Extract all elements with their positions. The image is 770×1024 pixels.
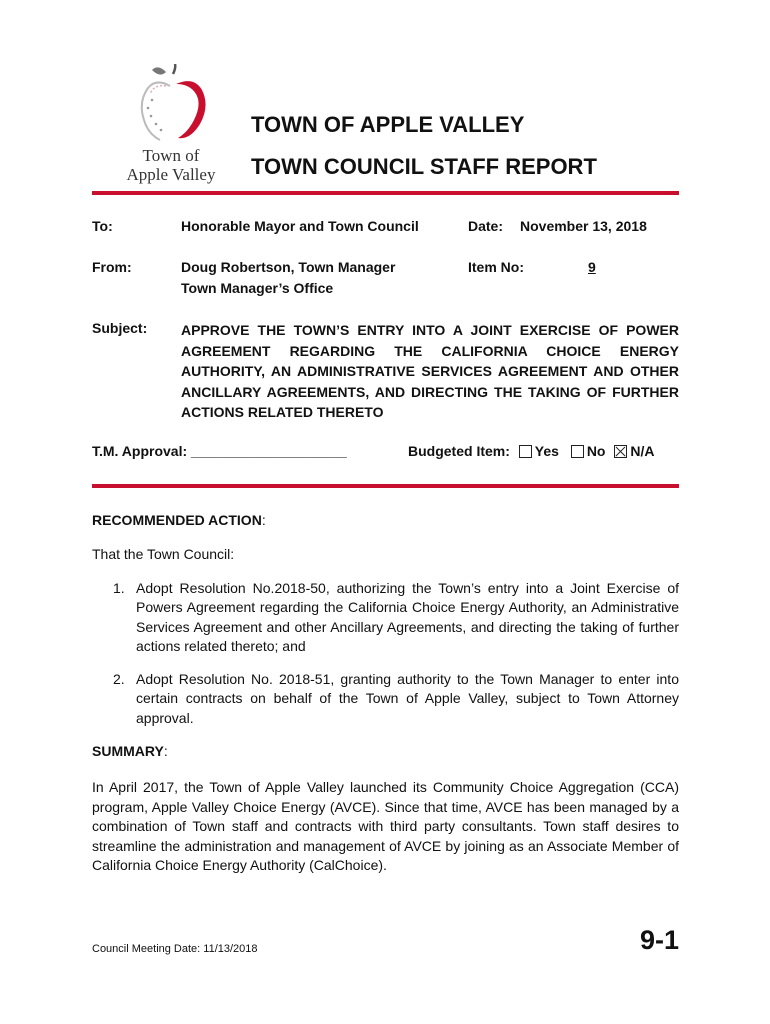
tm-approval-blank: ____________________ — [191, 443, 347, 459]
recommended-action-title: RECOMMENDED ACTION — [92, 512, 262, 528]
list-item — [113, 579, 679, 656]
yes-checkbox[interactable] — [519, 445, 532, 458]
from-value-office: Town Manager’s Office — [181, 280, 334, 296]
item-label: Item No: — [468, 259, 524, 275]
date-value: November 13, 2018 — [520, 218, 647, 234]
logo-wordmark — [118, 146, 224, 184]
meeting-date-footer: Council Meeting Date: 11/13/2018 — [92, 943, 258, 955]
no-label: No — [586, 443, 606, 459]
item-number: 9 — [588, 259, 596, 275]
date-label: Date: — [468, 218, 504, 234]
from-label: From: — [92, 259, 132, 275]
na-label: N/A — [630, 443, 655, 459]
tm-approval-label: T.M. Approval: — [92, 443, 188, 459]
intro-text: That the Town Council: — [92, 546, 235, 562]
list-item-number: 1. — [113, 580, 125, 596]
summary-title: SUMMARY — [92, 743, 164, 759]
summary-heading — [92, 742, 168, 762]
tm-approval — [92, 443, 347, 459]
town-title: TOWN OF APPLE VALLEY — [251, 112, 525, 137]
summary-colon: : — [163, 743, 168, 759]
no-checkbox[interactable] — [571, 445, 584, 458]
recommended-action-colon: : — [261, 512, 266, 528]
to-value: Honorable Mayor and Town Council — [181, 218, 419, 234]
list-item-text: Adopt Resolution No. 2018-51, granting authority to the Town Manager to enter into certain contracts on behalf of the Town of Apple Valley, subject to Town Attorney approval. — [136, 671, 679, 726]
subject-value: APPROVE THE TOWN’S ENTRY INTO A JOINT EXERCISE OF POWER AGREEMENT REGARDING THE CALIFORNIA CHOICE ENERGY AUTHORITY, AN ADMINISTRATIVE SERVICES AGREEMENT AND OTHER ANCILLARY AGREEMENTS, AND DIRECTING THE TAKING OF FURTHER ACTIONS RELATED THERETO — [181, 322, 679, 421]
logo-line-2: Apple Valley — [126, 165, 216, 184]
budgeted-item-label: Budgeted Item: — [408, 443, 510, 459]
memo-rule — [92, 484, 679, 488]
list-item-text: Adopt Resolution No.2018-50, authorizing the Town’s entry into a Joint Exercise of Powers Agreement regarding the California Choice Energy Authority, an Administrative Services Agreement and other Ancillary Agreements, and directing the taking of further actions related thereto; and — [136, 580, 679, 654]
report-title: TOWN COUNCIL STAFF REPORT — [251, 154, 597, 179]
from-value-name: Doug Robertson, Town Manager — [181, 259, 396, 275]
summary-text: In April 2017, the Town of Apple Valley launched its Community Choice Aggregation (CCA) program, Apple Valley Choice Energy (AVCE). Since that time, AVCE has been managed by a combination of Town staff and contracts with third party consultants. Town staff desires to streamline the administration and management of AVCE by joining as an Associate Member of California Choice Energy Authority (CalChoice). — [92, 779, 679, 873]
header-rule — [92, 191, 679, 195]
page-number: 9-1 — [639, 925, 679, 955]
subject-label: Subject: — [92, 320, 148, 336]
list-item — [113, 670, 679, 728]
na-checkbox[interactable] — [614, 445, 627, 458]
recommended-action-heading — [92, 511, 266, 531]
list-item-number: 2. — [113, 671, 125, 687]
to-label: To: — [92, 218, 113, 234]
yes-label: Yes — [534, 443, 559, 459]
logo-line-1: Town of — [142, 146, 200, 165]
budgeted-item — [408, 443, 655, 459]
